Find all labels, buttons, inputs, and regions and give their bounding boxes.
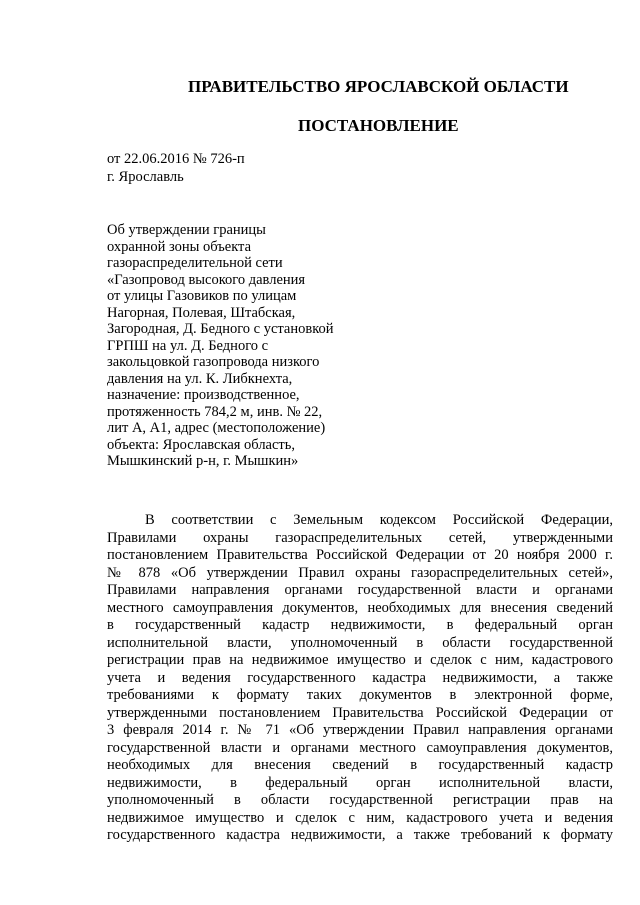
- subject-line: давления на ул. К. Либкнехта,: [107, 370, 293, 387]
- document-subject: [107, 222, 334, 470]
- body-line: В соответствии с Земельным кодексом Российской Федерации,: [145, 512, 613, 528]
- body-line: 3 февраля 2014 г. № 71 «Об утверждении Правил направления органами: [107, 722, 613, 738]
- subject-line: объекта: Ярославская область,: [107, 436, 295, 453]
- subject-line: газораспределительной сети: [107, 255, 283, 271]
- subject-line: охранной зоны объекта: [107, 238, 252, 255]
- body-line: № 878 «Об утверждении Правил охраны газораспределительных сетей»,: [107, 564, 613, 581]
- body-line: необходимых для внесения сведений в государственный кадастр: [107, 757, 613, 773]
- subject-line: протяженность 784,2 м, инв. № 22,: [107, 403, 323, 420]
- body-line: недвижимости, в федеральный орган исполнительной власти,: [107, 774, 613, 791]
- body-line: постановлением Правительства Российской Федерации от 20 ноября 2000 г.: [107, 547, 613, 563]
- subject-line: Мышкинский р-н, г. Мышкин»: [107, 453, 299, 469]
- subject-line: Нагорная, Полевая, Штабская,: [107, 304, 296, 321]
- body-line: регистрации прав на недвижимое имущество и сделок с ним, кадастрового: [107, 652, 613, 668]
- subject-line: лит А, А1, адрес (местоположение): [107, 420, 326, 436]
- document-body: [107, 512, 613, 845]
- body-line: утвержденными постановлением Правительства Российской Федерации от: [107, 704, 613, 721]
- body-line: Правилами направления органами государственной власти и органами: [107, 582, 613, 598]
- body-line: государственной власти и органами местного самоуправления документов,: [107, 739, 613, 756]
- subject-line: закольцовкой газопровода низкого: [107, 354, 320, 370]
- body-line: Правилами охраны газораспределительных сетей, утвержденными: [107, 529, 613, 546]
- body-line: недвижимое имущество и сделок с ним, кадастрового учета и ведения: [107, 809, 613, 826]
- subject-line: от улицы Газовиков по улицам: [107, 288, 297, 304]
- body-line: в государственный кадастр недвижимости, в федеральный орган: [107, 617, 613, 633]
- body-line: исполнительной власти, уполномоченный в области государственной: [107, 634, 613, 651]
- body-line: местного самоуправления документов, необходимых для внесения сведений: [107, 599, 613, 616]
- organization-title: ПРАВИТЕЛЬСТВО ЯРОСЛАВСКОЙ ОБЛАСТИ: [188, 77, 569, 96]
- date-number: от 22.06.2016 № 726-п: [107, 151, 245, 167]
- subject-line: ГРПШ на ул. Д. Бедного с: [107, 337, 269, 354]
- body-line: государственного кадастра недвижимости, а также требований к формату: [107, 827, 613, 843]
- subject-line: Об утверждении границы: [107, 222, 266, 238]
- city: г. Ярославль: [107, 168, 184, 185]
- subject-line: «Газопровод высокого давления: [107, 271, 306, 288]
- subject-line: Загородная, Д. Бедного с установкой: [107, 321, 334, 337]
- body-line: уполномоченный в области государственной регистрации прав на: [107, 792, 613, 808]
- document-type-title: ПОСТАНОВЛЕНИЕ: [298, 116, 459, 135]
- document-meta: [107, 151, 245, 186]
- body-line: учета и ведения государственного кадастра недвижимости, а также: [107, 669, 613, 686]
- body-line: требованиями к формату таких документов в электронной форме,: [107, 687, 613, 703]
- subject-line: назначение: производственное,: [107, 387, 300, 403]
